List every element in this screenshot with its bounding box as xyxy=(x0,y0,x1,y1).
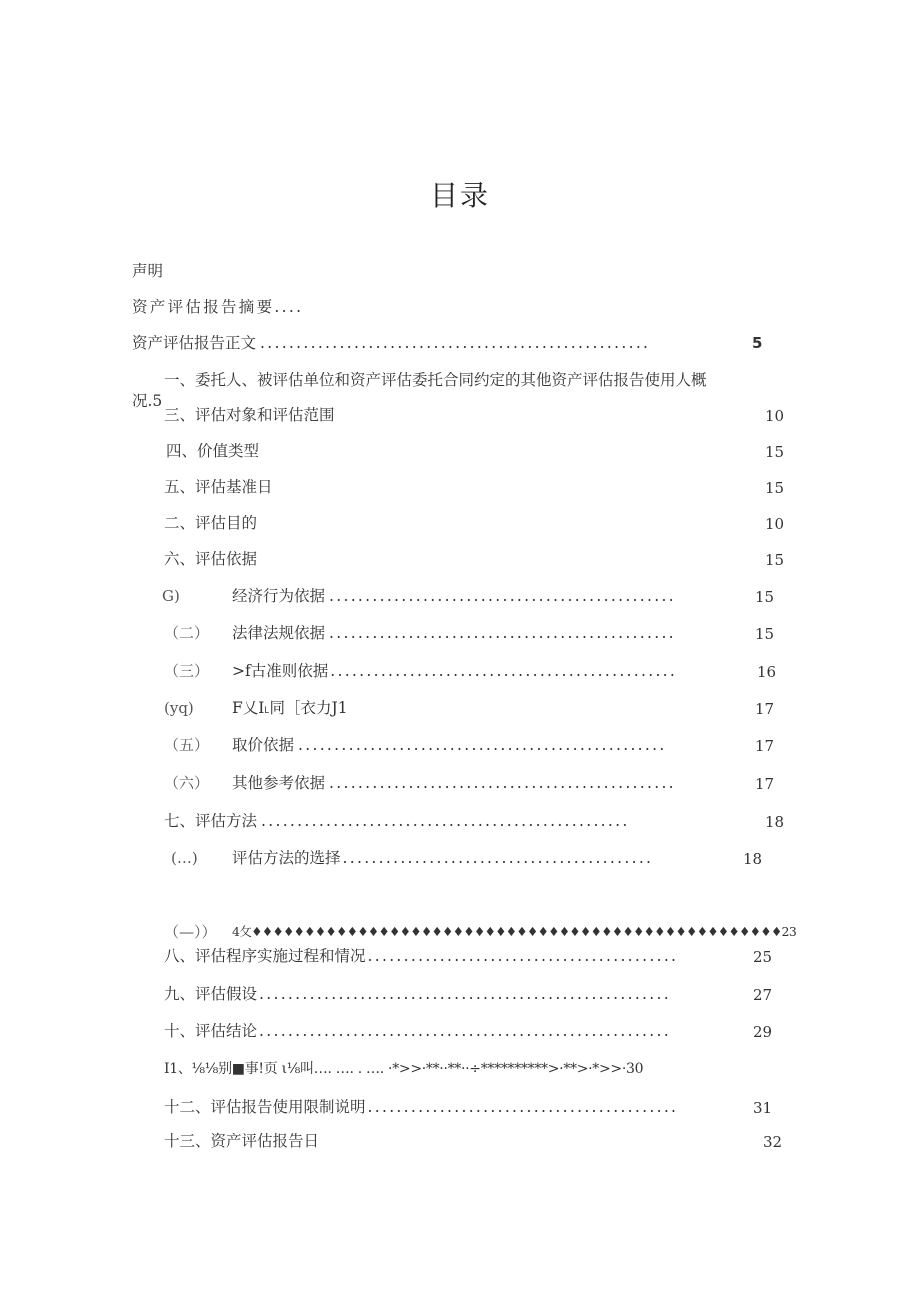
toc-entry-label: >f古准则依据 xyxy=(232,662,329,680)
toc-entry-methods[interactable] xyxy=(164,811,630,831)
toc-entry-scope[interactable]: 三、评估对象和评估范围 xyxy=(164,406,335,424)
toc-page-number: 5 xyxy=(752,334,763,352)
toc-page-number: 15 xyxy=(765,551,785,569)
toc-entry-label: 十、评估结论 xyxy=(164,1022,258,1040)
toc-leader-dots: ...................................................... xyxy=(260,334,651,352)
toc-entry-client-cont: 况.5 xyxy=(132,392,163,410)
toc-entry-value-type[interactable]: 四、价值类型 xyxy=(166,442,260,460)
toc-page-number: 25 xyxy=(753,948,773,966)
toc-page-number: 15 xyxy=(755,588,775,606)
toc-entry-label: 八、评估程序实施过程和情况 xyxy=(164,947,366,965)
toc-page-number: 17 xyxy=(755,737,775,755)
toc-page-number: 29 xyxy=(753,1023,773,1041)
toc-sub-label: (…) xyxy=(171,849,198,867)
toc-sub-label: (yq) xyxy=(164,699,194,717)
toc-entry-label: 经济行为依据 xyxy=(232,587,326,605)
toc-entry-base-date[interactable]: 五、评估基准日 xyxy=(164,478,273,496)
toc-sub-label: （二） xyxy=(164,624,210,642)
toc-page-number: 18 xyxy=(765,813,785,831)
toc-page-number: 15 xyxy=(755,625,775,643)
toc-sub-label: （六） xyxy=(164,774,210,792)
toc-entry-label: 取价依据 xyxy=(232,736,295,754)
toc-page-number: 15 xyxy=(765,479,785,497)
toc-entry-label: 七、评估方法 xyxy=(164,812,258,830)
toc-entry-summary[interactable]: 资产评估报告摘要.... xyxy=(132,298,304,316)
toc-entry-purpose[interactable]: 二、评估目的 xyxy=(164,514,258,532)
toc-entry-label: 十二、评估报告使用限制说明 xyxy=(164,1098,366,1116)
toc-entry-ownership-basis[interactable]: F乂I˪同［衣力J1 xyxy=(232,699,348,717)
toc-entry-label: 法律法规依据 xyxy=(232,624,326,642)
toc-page-number: 27 xyxy=(753,986,773,1004)
toc-leader-dots: ................................................ xyxy=(329,624,676,642)
toc-leader-dots: ......................................................... xyxy=(259,985,671,1003)
toc-leader-dots: ......................................................... xyxy=(259,1022,671,1040)
toc-page-number: 10 xyxy=(765,407,785,425)
toc-leader-dots: ........................................... xyxy=(342,849,654,867)
toc-entry-label: 评估方法的选择 xyxy=(232,849,341,867)
toc-entry-other-reference[interactable] xyxy=(232,773,676,793)
toc-entry-economic-basis[interactable] xyxy=(232,586,676,606)
toc-entry-report-date[interactable]: 十三、资产评估报告日 xyxy=(164,1132,320,1150)
toc-entry-assumptions[interactable] xyxy=(164,984,671,1004)
toc-leader-dots: ................................................ xyxy=(329,774,676,792)
toc-entry-label: 九、评估假设 xyxy=(164,985,258,1003)
toc-page-number: 17 xyxy=(755,775,775,793)
toc-sub-label: （—）） xyxy=(164,923,217,941)
toc-entry-conclusion[interactable] xyxy=(164,1021,671,1041)
toc-leader-dots: ................................................ xyxy=(329,587,676,605)
toc-entry-pricing-basis[interactable] xyxy=(232,735,667,755)
toc-page-number: 31 xyxy=(753,1099,773,1117)
toc-page-number: 15 xyxy=(765,443,785,461)
toc-page-number: 16 xyxy=(757,663,777,681)
toc-entry-legal-basis[interactable] xyxy=(232,623,676,643)
toc-entry-basis[interactable]: 六、评估依据 xyxy=(164,550,258,568)
toc-leader-dots: ................................................ xyxy=(330,662,678,680)
toc-entry-label: 其他参考依据 xyxy=(232,774,326,792)
toc-entry-procedures[interactable] xyxy=(164,946,678,966)
toc-leader-dots: ................................................... xyxy=(261,812,630,830)
toc-page-number: 10 xyxy=(765,515,785,533)
toc-entry-garbled-23[interactable]: 4攵♦♦♦♦♦♦♦♦♦♦♦♦♦♦♦♦♦♦♦♦♦♦♦♦♦♦♦♦♦♦♦♦♦♦♦♦♦♦♦♦♦♦♦♦♦♦♦♦♦♦23 xyxy=(232,924,797,939)
toc-entry-client[interactable]: 一、委托人、被评估单位和资产评估委托合同约定的其他资产评估报告使用人概 xyxy=(164,371,707,389)
toc-entry-garbled-30[interactable]: I1、⅛⅛别■事!页 ι⅛叫…. …. . …. ·*>>·**··**··÷**********>·**>·*>>·30 xyxy=(164,1061,644,1077)
toc-entry-standards-basis[interactable] xyxy=(232,661,677,681)
toc-page-number: 32 xyxy=(763,1133,783,1151)
page-title: 目录 xyxy=(429,179,490,212)
toc-entry-usage-limits[interactable] xyxy=(164,1097,678,1117)
toc-sub-label: （五） xyxy=(164,736,210,754)
toc-page-number: 18 xyxy=(743,850,763,868)
toc-leader-dots: ........................................... xyxy=(367,947,679,965)
toc-page-number: 17 xyxy=(755,700,775,718)
toc-sub-label: （三） xyxy=(164,662,210,680)
toc-entry-main-body[interactable] xyxy=(132,333,650,353)
toc-sub-label: G) xyxy=(162,587,180,605)
toc-entry-method-selection[interactable] xyxy=(232,848,653,868)
toc-entry-statement[interactable]: 声明 xyxy=(132,262,164,280)
toc-leader-dots: ................................................... xyxy=(298,736,667,754)
toc-leader-dots: ........................................... xyxy=(367,1098,679,1116)
toc-entry-label: 资产评估报告正文 xyxy=(132,334,257,352)
